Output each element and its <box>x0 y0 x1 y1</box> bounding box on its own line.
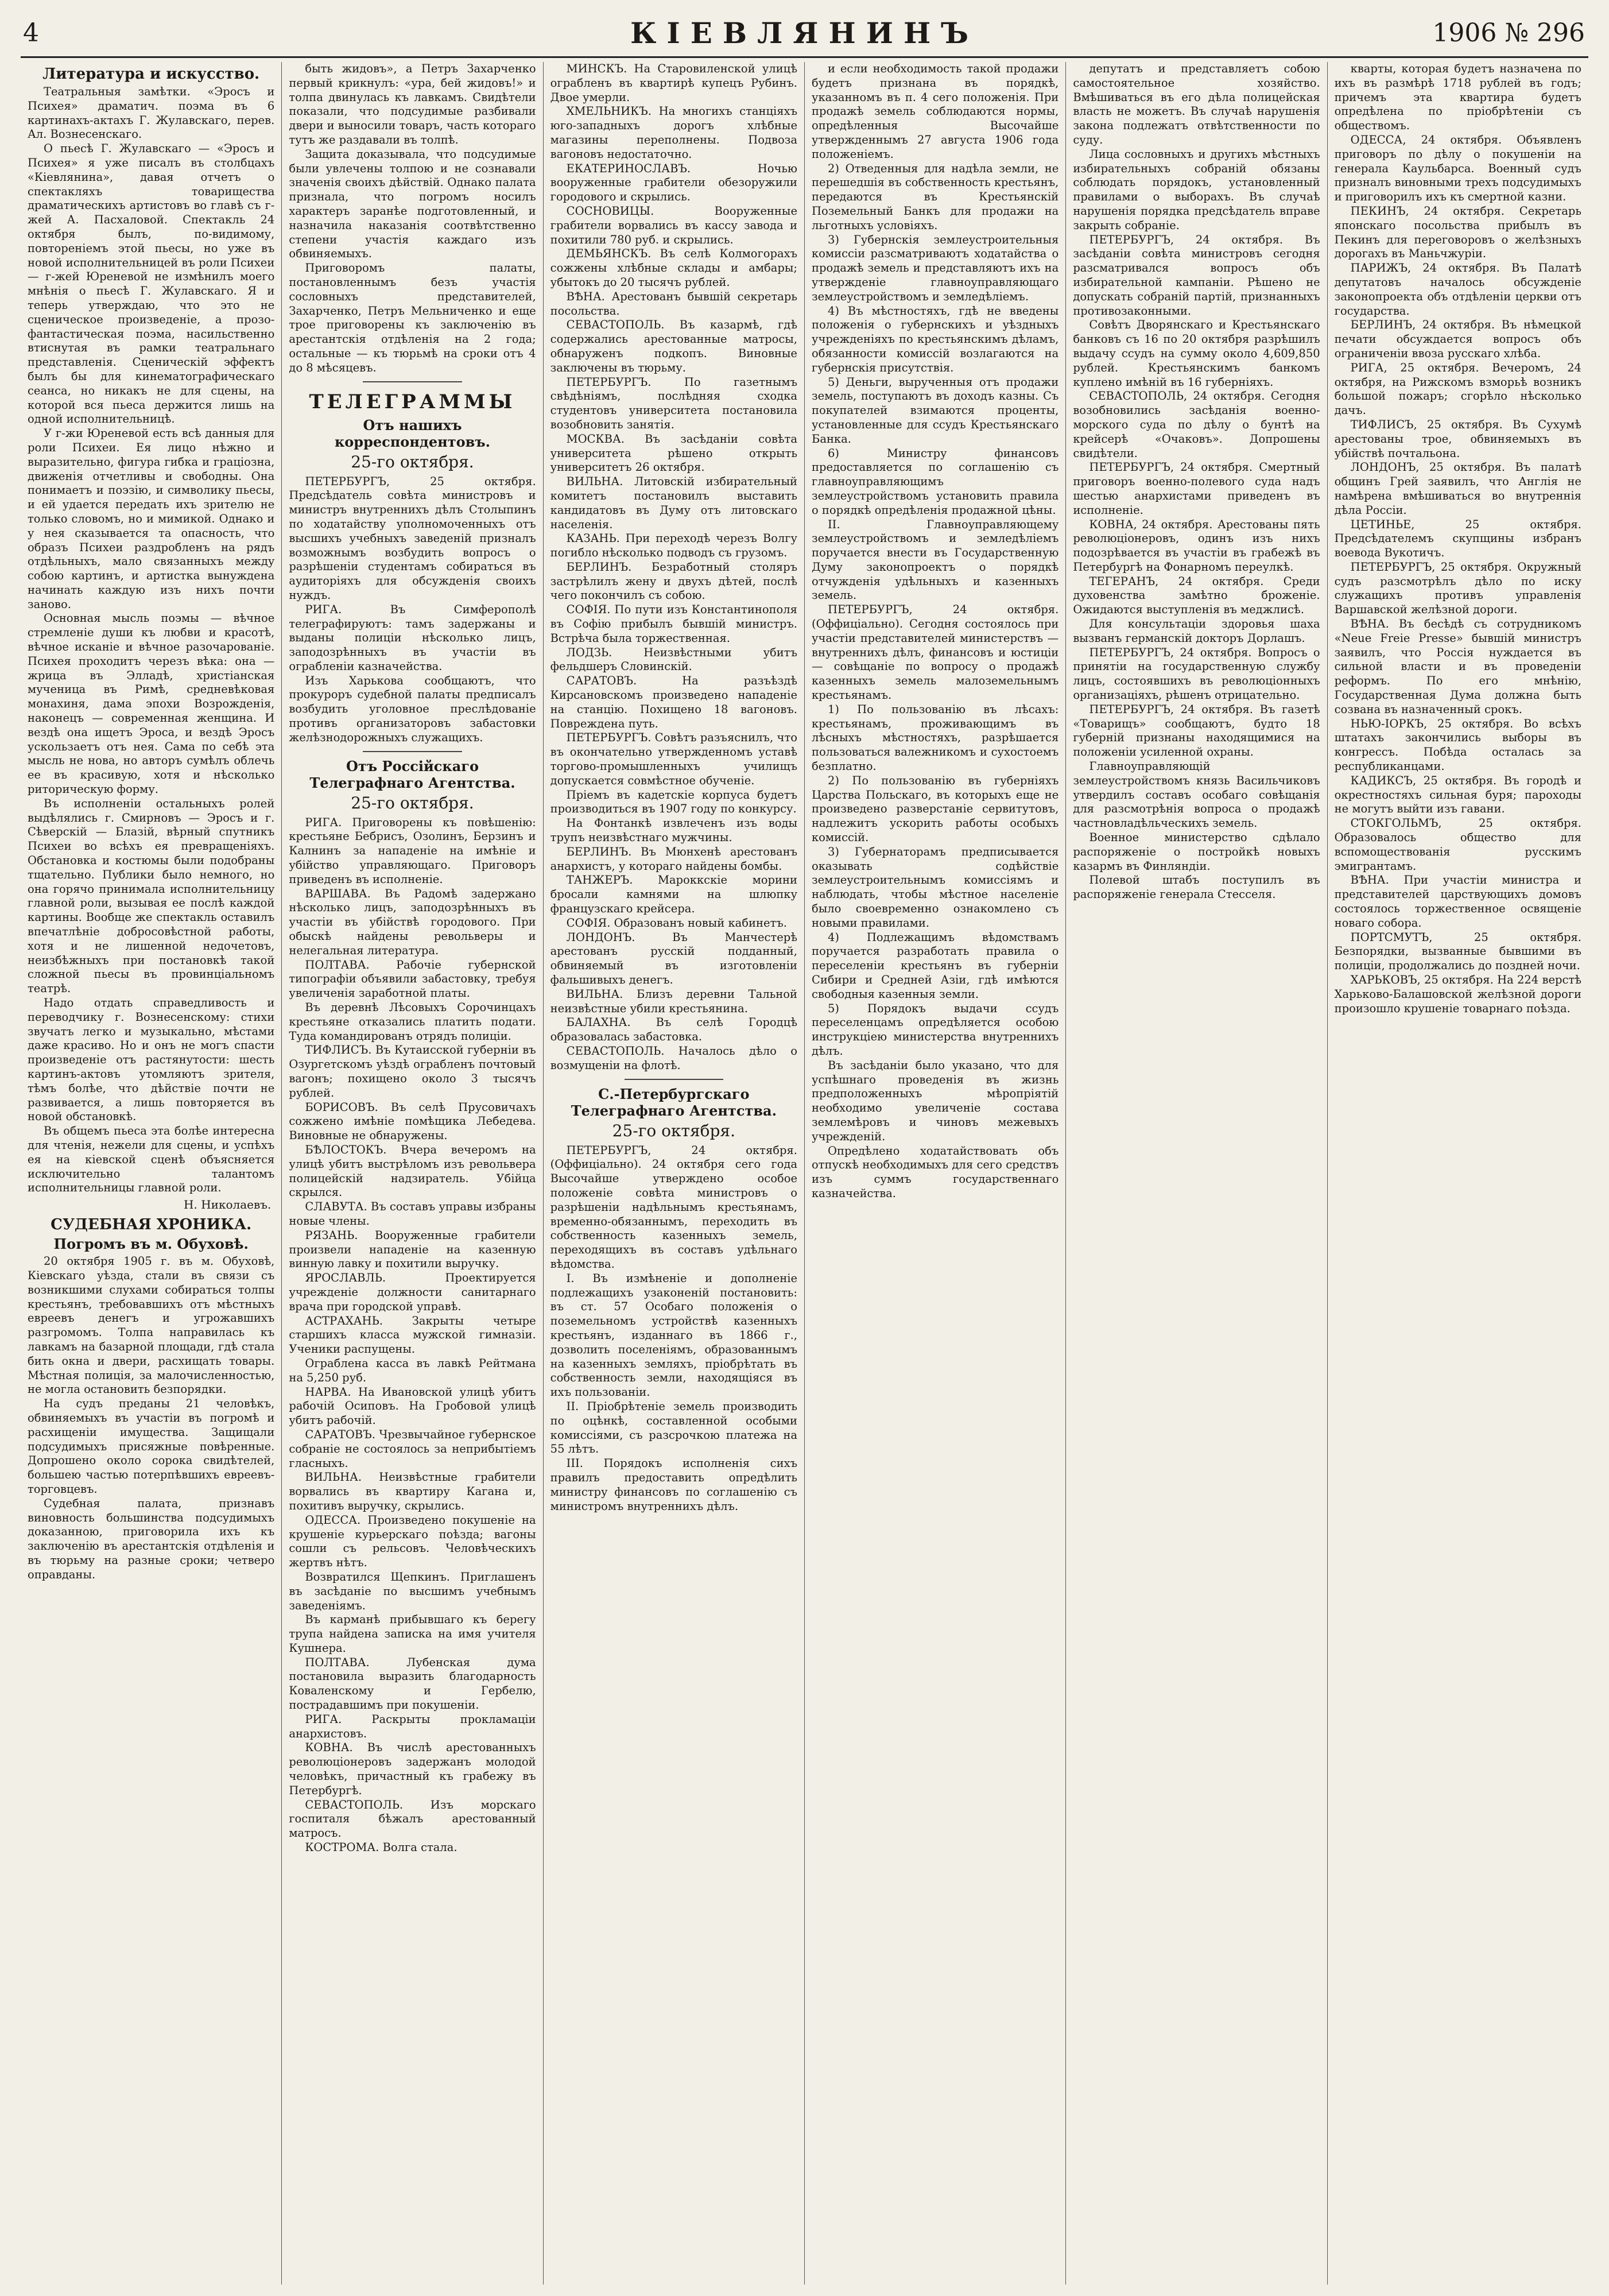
paragraph: АСТРАХАНЬ. Закрыты четыре старшихъ класса мужской гимназіи. Ученики распущены. <box>289 1314 536 1356</box>
paragraph: Въ деревнѣ Лѣсовыхъ Сорочинцахъ крестьяне отказались платить подати. Туда командированъ отрядъ полиціи. <box>289 1001 536 1043</box>
paragraph: III. Порядокъ исполненія сихъ правилъ предоставить опредѣлить министру финансовъ по соглашенію съ министромъ внутреннихъ дѣлъ. <box>550 1457 797 1513</box>
paragraph: 4) Въ мѣстностяхъ, гдѣ не введены положенія о губернскихъ и уѣздныхъ учрежденіяхъ по крестьянскимъ дѣламъ, обязанности комиссій возлагаются на губернскія присутствія. <box>811 304 1059 374</box>
court-subtitle: Погромъ въ м. Обуховѣ. <box>53 1236 249 1253</box>
paragraph: ЦЕТИНЬЕ, 25 октября. Предсѣдателемъ скупщины избранъ воевода Вукотичъ. <box>1334 517 1581 560</box>
date-heading: 25-го октября. <box>612 1121 735 1140</box>
paragraph: СОФІЯ. По пути изъ Константинополя въ Софію прибылъ бывшій министръ. Встрѣча была торжественная. <box>550 603 797 645</box>
paragraph: САРАТОВЪ. Чрезвычайное губернское собраніе не состоялось за неприбытіемъ гласныхъ. <box>289 1427 536 1470</box>
paragraph: ТЕГЕРАНЪ, 24 октября. Среди духовенства замѣтно броженіе. Ожидаются выступленія въ меджлисѣ. <box>1073 574 1320 617</box>
paragraph: Совѣтъ Дворянскаго и Крестьянскаго банковъ съ 16 по 20 октября разрѣшилъ выдачу ссудъ на сумму около 4,609,850 рублей. Крестьянскимъ банкомъ куплено имѣній въ 16 губерніяхъ. <box>1073 318 1320 389</box>
paragraph: II. Пріобрѣтеніе земель производить по оцѣнкѣ, составленной особыми комиссіями, съ разсрочкою платежа на 55 лѣтъ. <box>550 1399 797 1456</box>
column-4-body <box>812 62 1059 1201</box>
paragraph: Театральныя замѣтки. «Эросъ и Психея» драматич. поэма въ 6 картинахъ-актахъ Г. Жулавскаго, перев. Ал. Вознесенскаго. <box>28 85 275 141</box>
paragraph: КОВНА. Въ числѣ арестованныхъ революціонеровъ задержанъ молодой человѣкъ, причастный къ грабежу въ Петербургѣ. <box>289 1741 536 1797</box>
paragraph: РИГА. Въ Симферополѣ телеграфируютъ: тамъ задержаны и выданы полиціи нѣсколько лицъ, заподозрѣнныхъ въ участіи въ ограбленіи казначейства. <box>289 602 536 673</box>
paragraph: БЕРЛИНЪ, 24 октября. Въ нѣмецкой печати обсуждается вопросъ объ ограниченіи ввоза русскаго хлѣба. <box>1334 318 1581 360</box>
paragraph: ПЕТЕРБУРГЪ, 24 октября. Смертный приговоръ военно-полевого суда надъ шестью анархистами приведенъ въ исполненіе. <box>1073 460 1320 517</box>
section-title-court: СУДЕБНАЯ ХРОНИКА. <box>51 1216 252 1234</box>
paragraph: 5) Деньги, вырученныя отъ продажи земель, поступаютъ въ доходъ казны. Съ покупателей взимаются проценты, установленные для ссудъ Крестьянскаго Банка. <box>811 375 1059 446</box>
paragraph: II. Главноуправляющему землеустройствомъ и земледѣліемъ поручается внести въ Государственную Думу законопроектъ о порядкѣ отчужденія удѣльныхъ и казенныхъ земель. <box>811 517 1059 602</box>
paragraph: ВИЛЬНА. Литовскій избирательный комитетъ постановилъ выставить кандидатовъ въ Думу отъ литовскаго населенія. <box>550 475 797 531</box>
article-signature: Н. Николаевъ. <box>184 1198 272 1212</box>
paragraph: Главноуправляющій землеустройствомъ князь Васильчиковъ утвердилъ составъ особаго совѣщанія для разсмотрѣнія вопроса о продажѣ частновладѣльческихъ земель. <box>1073 760 1320 830</box>
paragraph: БЕРЛИНЪ. Въ Мюнхенѣ арестованъ анархистъ, у котораго найдены бомбы. <box>550 845 797 873</box>
paragraph: ЛОДЗЬ. Неизвѣстными убитъ фельдшеръ Словинскій. <box>550 645 797 673</box>
paragraph: ТИФЛИСЪ. Въ Кутаисской губерніи въ Озургетскомъ уѣздѣ ограбленъ почтовый вагонъ; похищено около 3 тысячъ рублей. <box>289 1043 536 1099</box>
paragraph: ПОЛТАВА. Рабочіе губернской типографіи объявили забастовку, требуя увеличенія заработной платы. <box>289 958 536 1000</box>
paragraph: ПЕКИНЪ, 24 октября. Секретарь японскаго посольства прибылъ въ Пекинъ для переговоровъ о желѣзныхъ дорогахъ въ Маньчжуріи. <box>1334 204 1581 261</box>
paragraph: ПАРИЖЪ, 24 октября. Въ Палатѣ депутатовъ началось обсужденіе законопроекта объ отдѣленіи церкви отъ государства. <box>1334 261 1581 318</box>
paragraph: На судъ преданы 21 человѣкъ, обвиняемыхъ въ участіи въ погромѣ и расхищеніи имущества. Защищали подсудимыхъ присяжные повѣренные. Допрошено около сорока свидѣтелей, большею частью потерпѣвшихъ евреевъ-торговцевъ. <box>28 1397 275 1496</box>
column-1-body <box>28 85 274 1195</box>
section-title-telegrams: ТЕЛЕГРАММЫ <box>309 390 516 413</box>
paragraph: ПЕТЕРБУРГЪ. Совѣтъ разъяснилъ, что въ окончательно утвержденномъ уставѣ торгово-промышленныхъ училищъ допускается совмѣстное обученіе. <box>550 731 797 787</box>
paragraph: КАДИКСЪ, 25 октября. Въ городѣ и окрестностяхъ сильная буря; пароходы не могутъ выйти изъ гавани. <box>1334 773 1581 816</box>
paragraph: ПОЛТАВА. Лубенская дума постановила выразить благодарность Коваленскому и Гербелю, пострадавшимъ при покушеніи. <box>289 1655 536 1712</box>
paragraph: О пьесѣ Г. Жулавскаго — «Эросъ и Психея» я уже писалъ въ столбцахъ «Кіевлянина», давая отчетъ о спектакляхъ товарищества драматическихъ артистовъ во главѣ съ г-жей А. Пасхаловой. Спектакль 24 октября былъ, по-видимому, повтореніемъ этой пьесы, но уже въ новой исполнительницей въ роли Психеи — г-жей Юреневой не измѣнилъ моего мнѣнія о пьесѣ Г. Жулавскаго. Я и теперь утверждаю, что это не сценическое произведеніе, а прозо-фантастическая поэма, насильственно втиснутая въ рамки театральнаго представленія. Сценическій эффектъ былъ бы для кинематографическаго сеанса, но никакъ не для сцены, на которой вся пьеса держится лишь на одной исполнительницѣ. <box>28 142 275 426</box>
paragraph: КОСТРОМА. Волга стала. <box>305 1841 458 1854</box>
paragraph: БАЛАХНА. Въ селѣ Городцѣ образовалась забастовка. <box>550 1016 797 1044</box>
paragraph: РИГА, 25 октября. Вечеромъ, 24 октября, на Рижскомъ взморьѣ возникъ большой пожаръ; сгорѣло нѣсколько дачъ. <box>1334 361 1581 417</box>
paragraph: ДЕМЬЯНСКЪ. Въ селѣ Колмогорахъ сожжены хлѣбные склады и амбары; убытокъ до 20 тысячъ рублей. <box>550 247 797 289</box>
paragraph: ХМЕЛЬНИКЪ. На многихъ станціяхъ юго-западныхъ дорогъ хлѣбные магазины переполнены. Подвоза вагоновъ недостаточно. <box>550 104 797 161</box>
divider <box>625 1079 723 1080</box>
paragraph: ПЕТЕРБУРГЪ, 24 октября. Въ газетѣ «Товарищъ» сообщаютъ, будто 18 губерній признаны находящимися на положеніи усиленной охраны. <box>1073 702 1320 759</box>
column-6 <box>1328 62 1588 2285</box>
paragraph: СЕВАСТОПОЛЬ, 24 октября. Сегодня возобновились засѣданія военно-морского суда по дѣлу о бунтѣ на крейсерѣ «Очаковъ». Допрошены свидѣтели. <box>1073 389 1320 460</box>
paragraph: КАЗАНЬ. При переходѣ черезъ Волгу погибло нѣсколько подводъ съ грузомъ. <box>550 532 797 560</box>
paragraph: СЕВАСТОПОЛЬ. Въ казармѣ, гдѣ содержались арестованные матросы, обнаруженъ подкопъ. Виновные заключены въ тюрьму. <box>550 318 797 374</box>
paragraph: депутатъ и представляетъ собою самостоятельное хозяйство. Вмѣшиваться въ его дѣла полицейская власть не можетъ. Въ случаѣ нарушенія закона подлежатъ отвѣтственности по суду. <box>1073 62 1320 146</box>
paragraph: Въ исполненіи остальныхъ ролей выдѣлялись г. Смирновъ — Эросъ и г. Сѣверскій — Блазій, вѣрный спутникъ Психеи во всѣхъ ея превращеніяхъ. Обстановка и костюмы были подобраны тщательно. Публики было немного, но она горячо принимала исполнительницу главной роли, вызывая ее послѣ каждой картины. Вообще же спектакль оставилъ впечатлѣніе добросовѣстной работы, хотя и не лишенной недочетовъ, неизбѣжныхъ при постановкѣ такой сложной пьесы въ провинціальномъ театрѣ. <box>28 796 275 996</box>
column-3-body <box>550 62 797 1073</box>
paragraph: 5) Порядокъ выдачи ссудъ переселенцамъ опредѣляется особою инструкціею министерства внутреннихъ дѣлъ. <box>811 1001 1059 1058</box>
column-4 <box>805 62 1066 2285</box>
paragraph: I. Въ измѣненіе и дополненіе подлежащихъ узаконеній постановить: въ ст. 57 Особаго положенія о поземельномъ устройствѣ казенныхъ крестьянъ, изданнаго въ 1866 г., дозволить поселеніямъ, образованнымъ на казенныхъ земляхъ, пріобрѣтать въ собственность земли, находящіяся въ ихъ пользованіи. <box>550 1271 797 1399</box>
own-correspondents-heading: Отъ нашихъ корреспондентовъ. <box>334 416 491 450</box>
paragraph: КОВНА, 24 октября. Арестованы пять революціонеровъ, одинъ изъ нихъ подозрѣвается въ участіи въ грабежѣ въ Петербургѣ на Фонарномъ переулкѣ. <box>1073 517 1320 574</box>
paragraph: ЛОНДОНЪ, 25 октября. Въ палатѣ общинъ Грей заявилъ, что Англія не намѣрена вмѣшиваться во внутреннія дѣла Россіи. <box>1334 460 1581 517</box>
column-2 <box>282 62 543 2285</box>
paragraph: ВѢНА. Арестованъ бывшій секретарь посольства. <box>550 289 797 318</box>
paragraph: СОФІЯ. Образованъ новый кабинетъ. <box>566 916 787 930</box>
agency-heading: С.-Петербургскаго Телеграфнаго Агентства. <box>571 1085 777 1119</box>
paragraph: Военное министерство сдѣлало распоряженіе о постройкѣ новыхъ казармъ въ Финляндіи. <box>1073 831 1320 873</box>
paragraph: БЕРЛИНЪ. Безработный столяръ застрѣлилъ жену и двухъ дѣтей, послѣ чего покончилъ съ собою. <box>550 560 797 602</box>
paragraph: РИГА. Приговорены къ повѣшенію: крестьяне Бебрисъ, Озолинъ, Берзинъ и Калнинъ за нападеніе на имѣніе и убійство управляющаго. Приговоръ приведенъ въ исполненіе. <box>289 815 536 886</box>
paragraph: 20 октября 1905 г. въ м. Обуховѣ, Кіевскаго уѣзда, стали въ связи съ возникшими слухами собираться толпы крестьянъ, требовавшихъ отъ мѣстныхъ евреевъ денегъ и угрожавшихъ разгромомъ. Толпа направилась къ лавкамъ на базарной площади, гдѣ стала бить окна и двери, расхищать товары. Мѣстная полиція, за малочисленностью, не могла остановить безпорядки. <box>28 1255 275 1396</box>
paragraph: Для консультаціи здоровья шаха вызванъ германскій докторъ Дорлашъ. <box>1073 617 1320 645</box>
paragraph: Полевой штабъ поступилъ въ распоряженіе генерала Стесселя. <box>1073 873 1320 901</box>
section-title-literature: Литература и искусство. <box>42 65 260 83</box>
paragraph: ВАРШАВА. Въ Радомѣ задержано нѣсколько лицъ, заподозрѣнныхъ въ участіи въ убійствѣ городового. При обыскѣ найдены револьверы и нелегальная литература. <box>289 886 536 957</box>
paragraph: Лица сословныхъ и другихъ мѣстныхъ избирательныхъ собраній обязаны соблюдать порядокъ, установленный правилами о выборахъ. Въ случаѣ нарушенія порядка предсѣдатель вправе закрыть собраніе. <box>1073 147 1320 232</box>
newspaper-title: КІЕВЛЯНИНЪ <box>630 16 979 50</box>
paragraph: СЕВАСТОПОЛЬ. Изъ морскаго госпиталя бѣжалъ арестованный матросъ. <box>289 1798 536 1840</box>
paragraph: Въ общемъ пьеса эта болѣе интересна для чтенія, нежели для сцены, и успѣхъ ея на кіевской сценѣ объясняется исключительно талантомъ исполнительницы главной роли. <box>28 1124 275 1195</box>
paragraph: ЛОНДОНЪ. Въ Манчестерѣ арестованъ русскій подданный, обвиняемый въ изготовленіи фальшивыхъ денегъ. <box>550 930 797 986</box>
divider <box>363 751 462 752</box>
paragraph: ЯРОСЛАВЛЬ. Проектируется учрежденіе должности санитарнаго врача при городской управѣ. <box>289 1271 536 1313</box>
paragraph: Приговоромъ палаты, постановленнымъ безъ участія сословныхъ представителей, Захарченко, Петръ Мельниченко и еще трое приговорены къ заключенію въ арестантскія отдѣленія на 2 года; остальные — къ тюрьмѣ на сроки отъ 4 до 8 мѣсяцевъ. <box>289 261 536 374</box>
column-6-body <box>1335 62 1581 1016</box>
paragraph: НАРВА. На Ивановской улицѣ убитъ рабочій Осиповъ. На Гробовой улицѣ убитъ рабочій. <box>289 1385 536 1427</box>
issue-number: 1906 № 296 <box>1432 18 1585 48</box>
paragraph: БОРИСОВЪ. Въ селѣ Прусовичахъ сожжено имѣніе помѣщика Лебедева. Виновные не обнаружены. <box>289 1100 536 1143</box>
paragraph: НЬЮ-ІОРКЪ, 25 октября. Во всѣхъ штатахъ закончились выборы въ конгрессъ. Побѣда осталась за республиканцами. <box>1334 717 1581 773</box>
paragraph: 6) Министру финансовъ предоставляется по соглашенію съ главноуправляющимъ землеустройствомъ установить правила о порядкѣ опредѣленія продажной цѣны. <box>811 446 1059 517</box>
paragraph: 1) По пользованію въ лѣсахъ: крестьянамъ, проживающимъ въ лѣсныхъ мѣстностяхъ, разрѣшается пользоваться валежникомъ и сухостоемъ безплатно. <box>811 702 1059 773</box>
column-5-body <box>1073 62 1320 902</box>
paragraph: 2) Отведенныя для надѣла земли, не перешедшія въ собственность крестьянъ, передаются въ Крестьянскій Поземельный Банкъ для продажи на льготныхъ условіяхъ. <box>811 161 1059 232</box>
date-heading: 25-го октября. <box>351 793 474 812</box>
agency-body <box>550 1144 797 1514</box>
paragraph: ВИЛЬНА. Неизвѣстные грабители ворвались въ квартиру Кагана и, похитивъ выручку, скрылись. <box>289 1470 536 1512</box>
divider <box>363 381 462 382</box>
paragraph: СТОКГОЛЬМЪ, 25 октября. Образовалось общество для вспомоществованія русскимъ эмигрантамъ. <box>1334 816 1581 873</box>
paragraph: Судебная палата, признавъ виновность большинства подсудимыхъ доказанною, приговорила ихъ къ заключенію въ арестантскія отдѣленія и въ тюрьму на разные сроки; четверо оправданы. <box>28 1496 275 1581</box>
paragraph: ПЕТЕРБУРГЪ, 24 октября. (Оффиціально). 24 октября сего года Высочайше утверждено особое положеніе совѣта министровъ о разрѣшеніи надѣльнымъ крестьянамъ, временно-обязаннымъ, переходить въ собственность казенныхъ земель, переходящихъ въ составъ удѣльнаго вѣдомства. <box>550 1143 797 1271</box>
paragraph: У г-жи Юреневой есть всѣ данныя для роли Психеи. Ея лицо нѣжно и выразительно, фигура гибка и граціозна, движенія отчетливы и свободны. Она понимаетъ и поэзію, и символику пьесы, и ей удается передать ихъ зрителю не только словомъ, но и мимикой. Однако и у нея сказывается та опасность, что образъ Психеи раздробленъ на рядъ отдѣльныхъ, мало связанныхъ между собою картинъ, и артистка вынуждена начинать каждую изъ нихъ почти заново. <box>28 427 275 611</box>
paragraph: ПЕТЕРБУРГЪ, 25 октября. Окружный судъ разсмотрѣлъ дѣло по иску служащихъ противъ управленія Варшавской желѣзной дороги. <box>1334 560 1581 617</box>
paragraph: СЛАВУТА. Въ составъ управы избраны новые члены. <box>289 1200 536 1228</box>
telegrams-body <box>289 475 536 745</box>
column-3 <box>544 62 805 2285</box>
paragraph: ВѢНА. При участіи министра и представителей царствующихъ домовъ состоялось торжественное освященіе новаго собора. <box>1334 873 1581 930</box>
paragraph: кварты, которая будетъ назначена по ихъ въ размѣрѣ 1718 рублей въ годъ; причемъ эта квартира будетъ опредѣлена по пріобрѣтеніи съ обществомъ. <box>1334 62 1581 133</box>
paragraph: ВѢНА. Въ бесѣдѣ съ сотрудникомъ «Neue Freie Presse» бывшій министръ заявилъ, что Россія нуждается въ сильной власти и въ проведеніи реформъ. По его мнѣнію, Государственная Дума должна быть созвана въ назначенный срокъ. <box>1334 617 1581 716</box>
paragraph: Опредѣлено ходатайствовать объ отпускѣ необходимыхъ для сего средствъ изъ суммъ государственнаго казначейства. <box>811 1144 1059 1200</box>
paragraph: ПОРТСМУТЪ, 25 октября. Безпорядки, вызванные бывшими въ полиціи, продолжались до поздней ночи. <box>1334 930 1581 973</box>
paragraph: ОДЕССА, 24 октября. Объявленъ приговоръ по дѣлу о покушеніи на генерала Каульбарса. Военный судъ призналъ виновными трехъ подсудимыхъ и приговорилъ ихъ къ смертной казни. <box>1334 133 1581 204</box>
paragraph: 3) Губернскія землеустроительныя комиссіи разсматриваютъ ходатайства о продажѣ земель и представляютъ ихъ на утвержденіе главноуправляющаго землеустройствомъ и земледѣліемъ. <box>811 233 1059 303</box>
paragraph: ПЕТЕРБУРГЪ, 25 октября. Предсѣдатель совѣта министровъ и министръ внутреннихъ дѣлъ Столыпинъ по ходатайству уполномоченныхъ отъ высшихъ учебныхъ заведеній призналъ возможнымъ возбудить вопросъ о разрѣшеніи студентамъ собираться въ аудиторіяхъ для обсужденія своихъ нуждъ. <box>289 474 536 602</box>
paragraph: 2) По пользованію въ губерніяхъ Царства Польскаго, въ которыхъ еще не произведено разверстаніе сервитутовъ, надлежитъ ускорить работы особыхъ комиссій. <box>811 773 1059 845</box>
paragraph: Основная мысль поэмы — вѣчное стремленіе души къ любви и красотѣ, вѣчное исканіе и вѣчное разочарованіе. Психея проходитъ черезъ вѣка: она — жрица въ Элладѣ, христіанская мученица въ Римѣ, средневѣковая монахиня, дама эпохи Возрожденія, наконецъ — современная женщина. И вездѣ она ищетъ Эроса, и вездѣ Эросъ ускользаетъ отъ нея. Сама по себѣ эта мысль не нова, но авторъ сумѣлъ облечь ее въ красивую, хотя и нѣсколько риторическую форму. <box>28 611 275 796</box>
paragraph: 3) Губернаторамъ предписывается оказывать содѣйствіе землеустроительнымъ комиссіямъ и наблюдать, чтобы мѣстное населеніе было своевременно ознакомлено съ новыми правилами. <box>811 845 1059 930</box>
paragraph: Надо отдать справедливость и переводчику г. Вознесенскому: стихи звучатъ легко и музыкально, мѣстами даже красиво. Но и онъ не могъ спасти произведеніе отъ растянутости: шесть картинъ-актовъ утомляютъ зрителя, тѣмъ болѣе, что дѣйствіе почти не развивается, а лишь повторяется въ новой обстановкѣ. <box>28 996 275 1124</box>
paragraph: БѢЛОСТОКЪ. Вчера вечеромъ на улицѣ убитъ выстрѣломъ изъ револьвера полицейскій надзиратель. Убійца скрылся. <box>289 1143 536 1199</box>
date-heading: 25-го октября. <box>351 452 474 471</box>
paragraph: Изъ Харькова сообщаютъ, что прокуроръ судебной палаты предписалъ возбудить уголовное преслѣдованіе противъ организаторовъ забастовки желѣзнодорожныхъ служащихъ. <box>289 673 536 744</box>
page-number: 4 <box>23 18 39 48</box>
paragraph: ХАРЬКОВЪ, 25 октября. На 224 верстѣ Харьково-Балашовской желѣзной дороги произошло крушеніе товарнаго поѣзда. <box>1334 973 1581 1015</box>
paragraph: ПЕТЕРБУРГЪ. По газетнымъ свѣдѣніямъ, послѣдняя сходка студентовъ университета постановила возобновить занятія. <box>550 375 797 431</box>
paragraph: СЕВАСТОПОЛЬ. Началось дѣло о возмущеніи на флотѣ. <box>550 1044 797 1072</box>
paragraph: На Фонтанкѣ извлеченъ изъ воды трупъ неизвѣстнаго мужчины. <box>550 816 797 845</box>
paragraph: РИГА. Раскрыты прокламаціи анархистовъ. <box>289 1712 536 1740</box>
paragraph: МОСКВА. Въ засѣданіи совѣта университета рѣшено открыть университетъ 26 октября. <box>550 432 797 474</box>
paragraph: Ограблена касса въ лавкѣ Рейтмана на 5,250 руб. <box>289 1356 536 1384</box>
agency-body <box>289 816 536 1855</box>
agency-heading: Отъ Россійскаго Телеграфнаго Агентства. <box>309 757 515 791</box>
court-body <box>28 1255 274 1582</box>
paragraph: Защита доказывала, что подсудимые были увлечены толпою и не сознавали значенія своихъ дѣйствій. Однако палата признала, что погромъ носилъ характеръ заранѣе подготовленный, и назначила наказанія соотвѣтственно степени участія каждаго изъ обвиняемыхъ. <box>289 147 536 261</box>
paragraph: ТАНЖЕРЪ. Мароккскіе морини бросали камнями на шлюпку французскаго крейсера. <box>550 873 797 916</box>
paragraph: быть жидовъ», а Петръ Захарченко первый крикнулъ: «ура, бей жидовъ!» и толпа двинулась къ лавкамъ. Свидѣтели показали, что подсудимые разбивали двери и выносили товаръ, часть котораго тутъ же раздавали въ толпѣ. <box>289 62 536 146</box>
paragraph: ОДЕССА. Произведено покушеніе на крушеніе курьерскаго поѣзда; вагоны сошли съ рельсовъ. Человѣческихъ жертвъ нѣтъ. <box>289 1513 536 1570</box>
paragraph: Возвратился Щепкинъ. Приглашенъ въ засѣданіе по высшимъ учебнымъ заведеніямъ. <box>289 1570 536 1612</box>
paragraph: Пріемъ въ кадетскіе корпуса будетъ производиться въ 1907 году по конкурсу. <box>550 788 797 816</box>
masthead <box>21 16 1588 58</box>
paragraph: ЕКАТЕРИНОСЛАВЪ. Ночью вооруженные грабители обезоружили городового и скрылись. <box>550 161 797 204</box>
paragraph: 4) Подлежащимъ вѣдомствамъ поручается разработать правила о переселеніи крестьянъ въ губерніи Сибири и Средней Азіи, гдѣ имѣются свободныя казенныя земли. <box>811 930 1059 1001</box>
paragraph: МИНСКЪ. На Старовиленской улицѣ ограбленъ въ квартирѣ купецъ Рубинъ. Двое умерли. <box>550 62 797 104</box>
paragraph: САРАТОВЪ. На разъѣздѣ Кирсановскомъ произведено нападеніе на станцію. Похищено 18 вагоновъ. Повреждена путь. <box>550 674 797 730</box>
paragraph: ВИЛЬНА. Близъ деревни Тальной неизвѣстные убили крестьянина. <box>550 987 797 1015</box>
paragraph: ПЕТЕРБУРГЪ, 24 октября. Въ засѣданіи совѣта министровъ сегодня разсматривался вопросъ объ избирательной кампаніи. Рѣшено не допускать собраній партій, признанныхъ противозаконными. <box>1073 233 1320 318</box>
paragraph: ТИФЛИСЪ, 25 октября. Въ Сухумѣ арестованы трое, обвиняемыхъ въ убійствѣ почтальона. <box>1334 417 1581 460</box>
paragraph: и если необходимость такой продажи будетъ признана въ порядкѣ, указанномъ въ п. 4 сего положенія. При продажѣ земель соблюдаются нормы, опредѣленныя Высочайше утвержденнымъ 27 августа 1906 года положеніемъ. <box>811 62 1059 161</box>
paragraph: ПЕТЕРБУРГЪ, 24 октября. Вопросъ о принятіи на государственную службу лицъ, состоявшихъ въ революціонныхъ организаціяхъ, рѣшенъ отрицательно. <box>1073 645 1320 702</box>
paragraph: ПЕТЕРБУРГЪ, 24 октября. (Оффиціально). Сегодня состоялось при участіи представителей министерствъ — внутреннихъ дѣлъ, финансовъ и юстиціи — совѣщаніе по вопросу о продажѣ казенныхъ земель малоземельнымъ крестьянамъ. <box>811 603 1059 702</box>
columns <box>21 62 1588 2285</box>
paragraph: Въ карманѣ прибывшаго къ берегу трупа найдена записка на имя учителя Кушнера. <box>289 1613 536 1655</box>
column-5 <box>1066 62 1327 2285</box>
paragraph: Въ засѣданіи было указано, что для успѣшнаго проведенія въ жизнь предположенныхъ мѣропріятій необходимо увеличеніе состава землемѣровъ и чиновъ межевыхъ учрежденій. <box>811 1058 1059 1143</box>
paragraph: РЯЗАНЬ. Вооруженные грабители произвели нападеніе на казенную винную лавку и похитили выручку. <box>289 1228 536 1271</box>
paragraph: СОСНОВИЦЫ. Вооруженные грабители ворвались въ кассу завода и похитили 780 руб. и скрылись. <box>550 204 797 246</box>
column-2-body <box>289 62 536 375</box>
column-1 <box>21 62 282 2285</box>
